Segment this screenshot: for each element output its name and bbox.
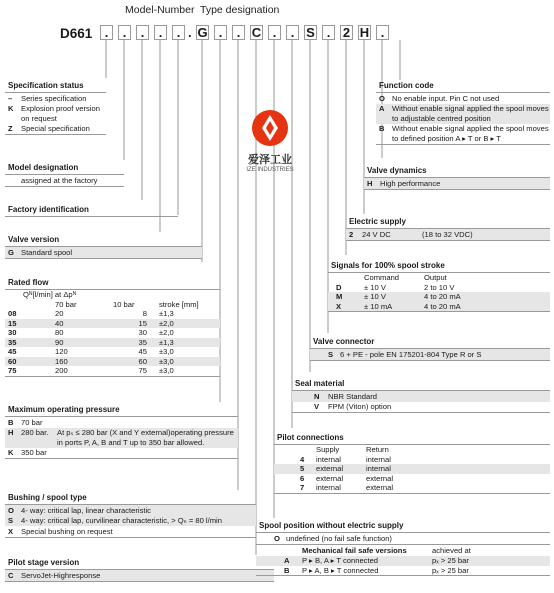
table-row: D ± 10 V 2 to 10 V: [336, 282, 455, 292]
type-cell-3: .: [232, 25, 245, 40]
model-cell-1: .: [100, 25, 113, 40]
factory-identification-box: [5, 202, 178, 217]
seal-material-box: [292, 376, 550, 413]
logo-text-en: IZE INDUSTRIES: [246, 167, 294, 173]
type-cell-11: .: [376, 25, 389, 40]
table-row: X ± 10 mA 4 to 20 mA: [328, 302, 550, 312]
type-cell-5: .: [268, 25, 281, 40]
brand-logo: [240, 108, 300, 173]
model-designation-box: [5, 160, 124, 187]
table-row: 75 200 75 ±3,0: [8, 366, 174, 375]
pilot-connections-header: Supply Return: [316, 445, 389, 454]
spool-position-title: Spool position without electric supply: [256, 518, 550, 533]
table-row: 45 120 45 ±3,0: [8, 347, 174, 356]
table-row: B P ▸ A, B ▸ T connected pₓ > 25 bar: [284, 565, 469, 575]
spec-status-title: Specification status: [5, 78, 106, 93]
table-row: 15 40 15 ±2,0: [5, 319, 220, 329]
table-row: 5 external internal: [274, 464, 550, 474]
bushing-title: Bushing / spool type: [5, 490, 256, 505]
table-row: A P ▸ B, A ▸ T connected pₓ > 25 bar: [256, 556, 550, 566]
separator-dot: .: [188, 25, 192, 40]
list-item: B 70 bar: [8, 417, 43, 427]
list-item: O 4- way: critical lap, linear characteristic: [5, 505, 256, 516]
pilot-connections-title: Pilot connections: [274, 430, 550, 445]
list-item: N NBR Standard: [292, 391, 550, 402]
rated-flow-box: [5, 275, 220, 377]
function-code-box: [376, 78, 550, 145]
table-row: M ± 10 V 4 to 20 mA: [328, 292, 550, 302]
valve-dynamics-box: [364, 163, 550, 190]
list-item: C ServoJet-Highresponse: [5, 570, 274, 581]
list-item: O undefined (no fail safe function): [274, 533, 392, 543]
list-item: 2 24 V DC (18 to 32 VDC): [346, 229, 550, 240]
factory-identification-title: Factory identification: [8, 205, 89, 214]
valve-version-box: [5, 232, 202, 259]
list-item: S 4- way: critical lap, curvilinear characteristic, > Qₙ = 80 l/min: [5, 516, 256, 527]
electric-supply-title: Electric supply: [346, 214, 550, 229]
type-cell-7: S: [304, 25, 317, 40]
type-cell-9: 2: [340, 25, 353, 40]
list-item: S 6 + PE - pole EN 175201-804 Type R or S: [310, 349, 550, 360]
model-number-label: Model-Number: [125, 4, 195, 16]
valve-connector-title: Valve connector: [310, 334, 550, 349]
model-designation-title: Model designation: [5, 160, 124, 175]
model-cell-5: .: [172, 25, 185, 40]
spec-status-box: [5, 78, 106, 135]
rated-flow-title: Rated flow: [5, 275, 220, 290]
pilot-stage-box: [5, 555, 274, 582]
table-row: 60 160 60 ±3,0: [5, 357, 220, 367]
list-item: G Standard spool: [5, 247, 202, 258]
bushing-box: [5, 490, 256, 538]
signals-header: Command Output: [364, 273, 447, 282]
table-row: 7 internal external: [300, 483, 394, 492]
signals-box: [328, 258, 550, 312]
pilot-stage-title: Pilot stage version: [5, 555, 274, 570]
spool-subheader: Mechanical fail safe versions achieved at: [256, 544, 550, 557]
list-item: A Without enable signal applied the spool moves to adjustable centred position: [376, 104, 550, 124]
list-item: B Without enable signal applied the spool moves to defined position A ▸ T or B ▸ T: [379, 124, 549, 143]
valve-connector-box: [310, 334, 550, 361]
logo-mark-icon: [250, 108, 290, 148]
table-row: 35 90 35 ±1,3: [5, 338, 220, 348]
list-item: – Series specification: [8, 93, 87, 103]
logo-text-cn: 爱泽工业: [248, 154, 292, 166]
model-cell-3: .: [136, 25, 149, 40]
list-item: O No enable input. Pin C not used: [379, 93, 500, 103]
valve-version-title: Valve version: [5, 232, 202, 247]
list-item: assigned at the factory: [21, 175, 98, 185]
type-cell-6: .: [286, 25, 299, 40]
list-item: K 350 bar: [8, 448, 47, 457]
model-code: D661: [60, 26, 93, 41]
table-row: 4 internal internal: [300, 454, 391, 464]
list-item: Z Special specification: [8, 124, 90, 133]
list-item: X Special bushing on request: [8, 526, 113, 536]
max-pressure-box: [5, 402, 238, 459]
table-row: 30 80 30 ±2,0: [8, 328, 174, 337]
pilot-connections-box: [274, 430, 550, 494]
list-item: H High performance: [364, 178, 550, 189]
list-item: H 280 bar. At pₛ ≤ 280 bar (X and Y external)operating pressure in ports P, A, B and T up to 350 bar allowed.: [5, 428, 238, 448]
type-cell-10: H: [359, 25, 370, 40]
list-item: K Explosion proof version on request: [8, 104, 100, 123]
type-cell-2: .: [214, 25, 227, 40]
valve-dynamics-title: Valve dynamics: [364, 163, 550, 178]
signals-title: Signals for 100% spool stroke: [328, 258, 550, 273]
table-row: 08 20 8 ±1,3: [8, 309, 174, 318]
max-pressure-title: Maximum operating pressure: [5, 402, 238, 417]
spool-position-box: [256, 518, 550, 576]
type-cell-4: C: [251, 25, 262, 40]
electric-supply-box: [346, 214, 550, 241]
table-row: 6 external external: [300, 473, 394, 483]
list-item: V FPM (Viton) option: [314, 402, 392, 411]
type-cell-1: G: [197, 25, 208, 40]
rated-flow-header: 70 bar 10 bar stroke [mm]: [55, 299, 199, 309]
model-cell-4: .: [154, 25, 167, 40]
model-cell-2: .: [118, 25, 131, 40]
type-designation-label: Type designation: [200, 4, 280, 16]
type-cell-8: .: [322, 25, 335, 40]
rated-flow-unit: Q N [l/min] at Δp N: [23, 290, 77, 299]
seal-material-title: Seal material: [292, 376, 550, 391]
function-code-title: Function code: [376, 78, 550, 93]
